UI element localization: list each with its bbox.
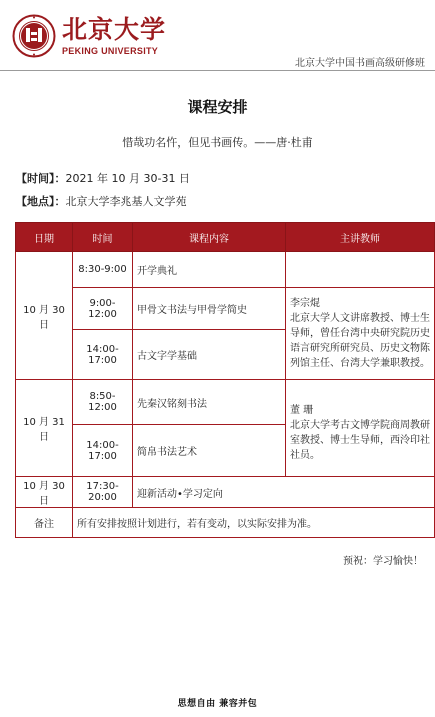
header-divider [0, 70, 435, 71]
page-header [0, 0, 435, 72]
poem-quote: 惜哉功名忤，但见书画传。——唐·杜甫 [122, 136, 313, 149]
schedule-content: 开学典礼 [133, 252, 286, 288]
logo-chinese-name: 北京大学 [62, 15, 167, 44]
footer-motto: 思想自由 兼容并包 [177, 699, 258, 709]
col-header-content: 课程内容 [133, 223, 286, 252]
day1-teacher [286, 288, 435, 380]
schedule-content: 迎新活动•学习定向 [133, 477, 435, 508]
col-header-time: 时间 [73, 223, 133, 252]
page-title: 课程安排 [187, 98, 248, 116]
day2-teacher [286, 380, 435, 477]
info-time [16, 170, 190, 186]
schedule-time: 9:00-12:00 [73, 288, 133, 330]
info-place [16, 193, 187, 209]
day2-date: 10 月 31 日 [16, 380, 73, 477]
schedule-table [15, 222, 435, 538]
teacher-name: 董 珊 [290, 405, 314, 416]
day1-date: 10 月 30 日 [16, 252, 73, 380]
teacher-bio: 北京大学考古文博学院商周教研室教授、博士生导师，西泠印社社员。 [290, 420, 430, 461]
schedule-time: 17:30-20:00 [73, 477, 133, 508]
table-row [16, 477, 435, 508]
program-name: 北京大学中国书画高级研修班 [295, 58, 425, 69]
table-row [16, 508, 435, 538]
info-place-value: 北京大学李兆基人文学苑 [65, 195, 187, 208]
closing-wish: 预祝：学习愉快！ [343, 556, 423, 567]
schedule-time: 8:50-12:00 [73, 380, 133, 425]
pku-seal-logo-icon [12, 14, 56, 58]
schedule-time: 14:00-17:00 [73, 425, 133, 477]
col-header-teacher: 主讲教师 [286, 223, 435, 252]
info-time-label: 【时间】： [16, 172, 66, 185]
empty-teacher-cell [286, 252, 435, 288]
table-row [16, 380, 435, 425]
col-header-date: 日期 [16, 223, 73, 252]
schedule-content: 简帛书法艺术 [133, 425, 286, 477]
schedule-content: 先秦汉铭刻书法 [133, 380, 286, 425]
table-row [16, 252, 435, 288]
note-text: 所有安排按照计划进行，若有变动，以实际安排为准。 [73, 508, 435, 538]
teacher-bio: 北京大学人文讲席教授、博士生导师，曾任台湾中央研究院历史语言研究所研究员、历史文物陈列馆主任、台湾大学兼职教授。 [290, 313, 430, 369]
schedule-content: 古文字学基础 [133, 330, 286, 380]
table-header-row [16, 223, 435, 252]
logo-english-name: PEKING UNIVERSITY [62, 46, 159, 56]
evening-date: 10 月 30 日 [16, 477, 73, 508]
table-row [16, 288, 435, 330]
teacher-name: 李宗焜 [290, 298, 320, 309]
schedule-time: 14:00-17:00 [73, 330, 133, 380]
schedule-time: 8:30-9:00 [73, 252, 133, 288]
schedule-content: 甲骨文书法与甲骨学简史 [133, 288, 286, 330]
info-place-label: 【地点】： [16, 195, 66, 208]
note-label: 备注 [16, 508, 73, 538]
info-time-value: 2021 年 10 月 30-31 日 [65, 172, 190, 185]
